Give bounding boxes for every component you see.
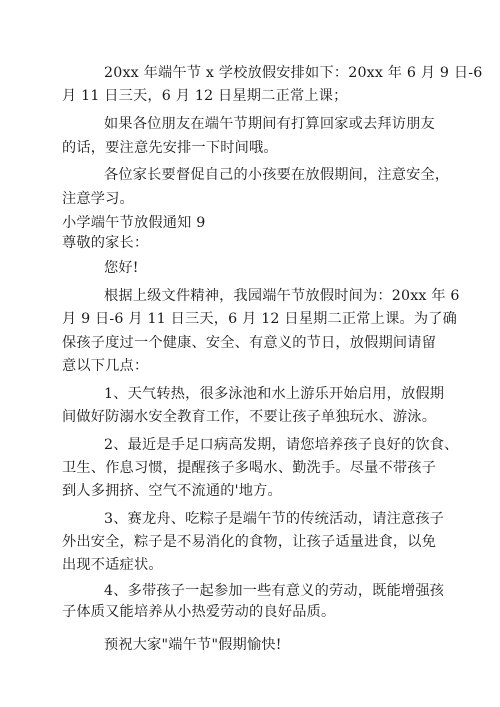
paragraph-line: 注意学习。 — [62, 191, 134, 208]
paragraph-line: 的话，要注意先安排一下时间哦。 — [62, 140, 278, 157]
paragraph-line: 各位家长要督促自己的小孩要在放假期间，注意安全， — [104, 166, 450, 183]
list-item-line: 卫生、作息习惯，提醒孩子多喝水、勤洗手。尽量不带孩子 — [62, 460, 437, 477]
greeting: 您好! — [104, 259, 139, 276]
paragraph-line: 月 9 日-6 月 11 日三天，6 月 12 日星期二正常上课。为了确 — [62, 310, 458, 327]
list-item-line: 2、最近是手足口病高发期，请您培养孩子良好的饮食、 — [104, 437, 459, 454]
paragraph-line: 月 11 日三天，6 月 12 日星期二正常上课； — [62, 87, 348, 104]
list-item-line: 出现不适症状。 — [62, 556, 163, 573]
closing-line: 预祝大家"端午节"假期愉快! — [104, 637, 282, 653]
list-item-line: 1、天气转热，很多泳池和水上游乐开始启用，放假期 — [104, 386, 445, 403]
paragraph-line: 如果各位朋友在端午节期间有打算回家或去拜访朋友 — [104, 115, 435, 132]
section-heading: 小学端午节放假通知 9 — [62, 215, 206, 232]
list-item-line: 到人多拥挤、空气不流通的'地方。 — [62, 482, 282, 499]
list-item-line: 外出安全，粽子是不易消化的食物，让孩子适量进食，以免 — [62, 533, 437, 550]
salutation: 尊敬的家长： — [62, 235, 149, 252]
list-item-line: 子体质又能培养从小热爱劳动的良好品质。 — [62, 604, 336, 620]
list-item-line: 3、赛龙舟、吃粽子是端午节的传统活动，请注意孩子 — [104, 510, 445, 527]
paragraph-line: 意以下几点： — [62, 358, 149, 375]
paragraph-line: 根据上级文件精神，我园端午节放假时间为：20xx 年 6 — [104, 287, 460, 304]
list-item-line: 间做好防溺水安全教育工作，不要让孩子单独玩水、游泳。 — [62, 409, 437, 426]
paragraph-line: 保孩子度过一个健康、安全、有意义的节日，放假期间请留 — [62, 335, 437, 352]
paragraph-line: 20xx 年端午节 x 学校放假安排如下：20xx 年 6 月 9 日-6 — [104, 65, 483, 81]
list-item-line: 4、多带孩子一起参加一些有意义的劳动，既能增强孩 — [104, 582, 445, 599]
